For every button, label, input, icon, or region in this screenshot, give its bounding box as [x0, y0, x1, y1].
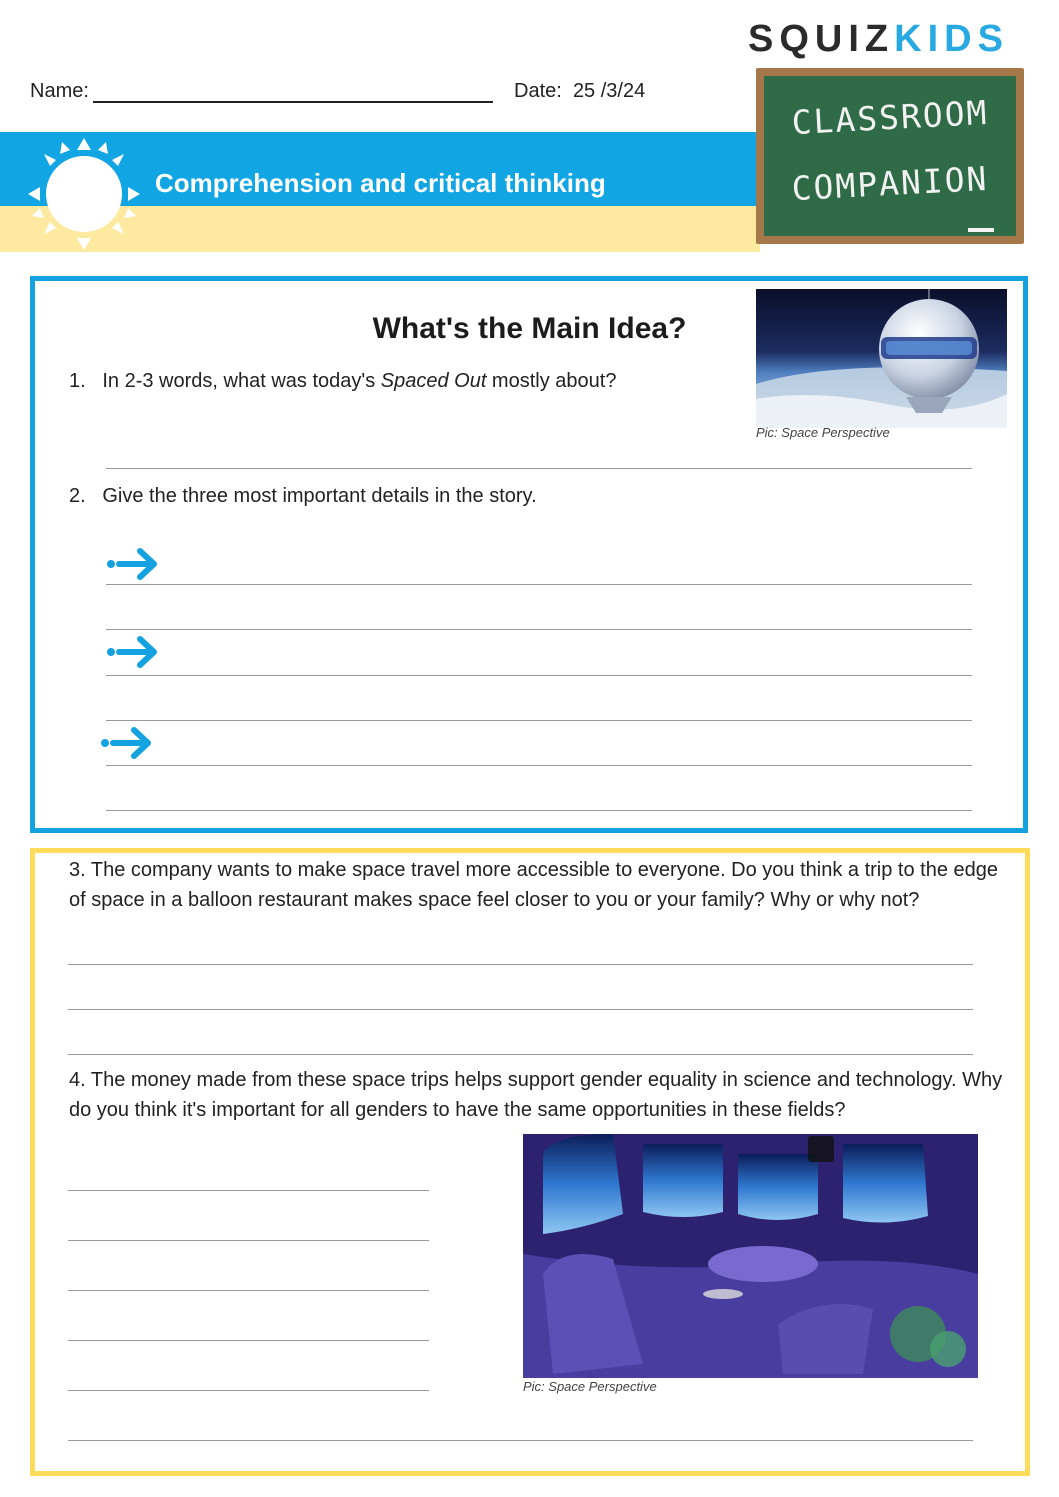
balloon-capsule-photo [756, 289, 1007, 428]
answer-line[interactable] [106, 765, 972, 766]
photo2-caption: Pic: Space Perspective [523, 1379, 657, 1394]
question-3: 3. The company wants to make space travel more accessible to everyone. Do you think a trip to the edge of space in a balloon restaurant makes space feel closer to you or your family? Why or why not? [69, 859, 999, 911]
arrow-icon [98, 725, 156, 761]
name-label: Name: [30, 80, 89, 102]
answer-line[interactable] [106, 629, 972, 630]
answer-line[interactable] [68, 1190, 429, 1191]
answer-line[interactable] [68, 1009, 973, 1010]
answer-line[interactable] [68, 1390, 429, 1391]
answer-line[interactable] [68, 964, 973, 965]
chalkboard-line1: CLASSROOM [790, 92, 990, 143]
question-4: 4. The money made from these space trips helps support gender equality in science and technology. Why do you think it's important for all genders to have the same opportunities in these fields? [69, 1069, 1003, 1121]
answer-line[interactable] [106, 810, 972, 811]
q1-text-post: mostly about? [486, 370, 617, 392]
sun-icon [26, 136, 142, 252]
arrow-icon [104, 546, 162, 582]
q2-text: Give the three most important details in the story. [102, 485, 537, 507]
question-2 [69, 481, 537, 511]
answer-line[interactable] [68, 1054, 973, 1055]
squizkids-logo: SQUIZKIDS [748, 18, 1009, 60]
name-field[interactable] [30, 80, 493, 103]
answer-line[interactable] [68, 1340, 429, 1341]
chalkboard-surface [764, 76, 1016, 236]
name-line[interactable] [93, 81, 493, 103]
answer-line[interactable] [68, 1240, 429, 1241]
q1-text-pre: In 2-3 words, what was today's [102, 370, 381, 392]
chalkboard-line2: COMPANION [790, 158, 990, 209]
date-value: 25 /3/24 [572, 80, 646, 102]
answer-line[interactable] [68, 1290, 429, 1291]
answer-line[interactable] [106, 584, 972, 585]
banner-title: Comprehension and critical thinking [155, 168, 606, 198]
classroom-companion-chalkboard [756, 68, 1024, 244]
answer-line[interactable] [106, 468, 972, 469]
answer-line[interactable] [68, 1440, 973, 1441]
date-field [514, 80, 645, 103]
section-title: What's the Main Idea? [372, 312, 687, 345]
answer-line[interactable] [106, 675, 972, 676]
q2-number: 2. [69, 485, 86, 507]
question-1 [69, 366, 616, 396]
arrow-icon [104, 634, 162, 670]
q1-text-italic: Spaced Out [380, 370, 487, 392]
q1-number: 1. [69, 370, 86, 392]
capsule-interior-photo [523, 1134, 978, 1378]
answer-line[interactable] [106, 720, 972, 721]
date-label: Date: [514, 80, 562, 102]
photo1-caption: Pic: Space Perspective [756, 425, 890, 440]
chalk-piece [968, 228, 994, 232]
